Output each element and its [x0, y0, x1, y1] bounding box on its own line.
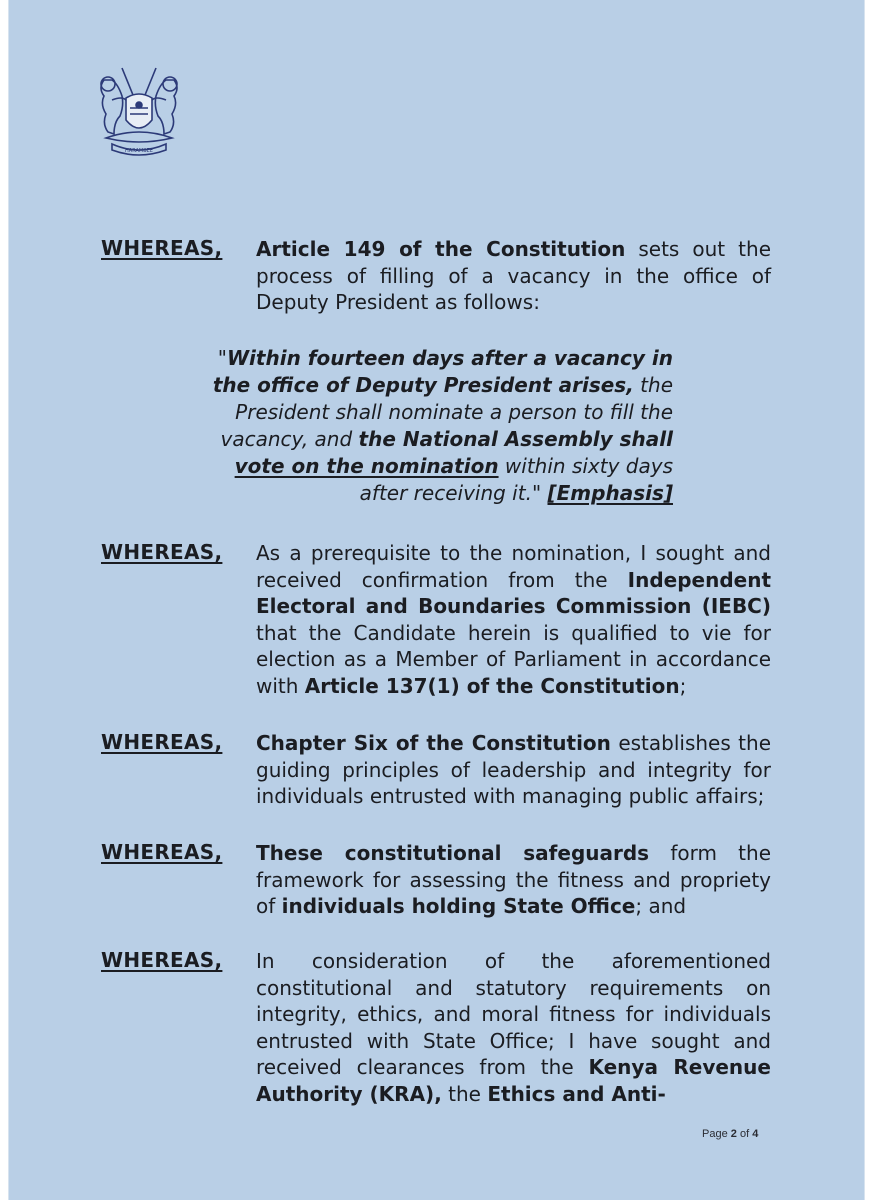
page-number: Page 2 of 4: [702, 1128, 759, 1140]
clause-text: Chapter Six of the Constitution establishes the guiding principles of leadership and integrity for individuals entrusted with managing public affairs;: [256, 731, 771, 808]
whereas-label: WHEREAS,: [101, 948, 223, 972]
emphasis-note: [Emphasis]: [547, 481, 673, 505]
article-149-quote: "Within fourteen days after a vacancy in the office of Deputy President arises, the President shall nominate a person to fill the vacancy, and the National Assembly shall vote on the nomination within sixty days after receiving it." [Emphasis]: [212, 346, 673, 505]
clause-text: These constitutional safeguards form the framework for assessing the fitness and propriety of individuals holding State Office; and: [256, 841, 772, 918]
document-page: [8, 0, 865, 1200]
whereas-label: WHEREAS,: [101, 540, 223, 564]
clause-text: In consideration of the aforementioned constitutional and statutory requirements on integrity, ethics, and moral fitness for individuals entrusted with State Office; I have sought and received clearances from the Kenya Revenue Authority (KRA), the Ethics and Anti-: [256, 949, 771, 1106]
whereas-label: WHEREAS,: [101, 730, 223, 754]
whereas-label: WHEREAS,: [101, 840, 223, 864]
clause-text: Article 149 of the Constitution sets out the process of filling of a vacancy in the office of Deputy President as follows:: [256, 237, 771, 314]
svg-text:HARAMBEE: HARAMBEE: [125, 148, 153, 154]
whereas-label: WHEREAS,: [101, 236, 223, 260]
clause-text: As a prerequisite to the nomination, I sought and received confirmation from the Independent Electoral and Boundaries Commission (IEBC) that the Candidate herein is qualified to vie for election as a Member of Parliament in accordance with Article 137(1) of the Constitution;: [256, 541, 771, 698]
coat-of-arms-emblem: [84, 60, 194, 160]
